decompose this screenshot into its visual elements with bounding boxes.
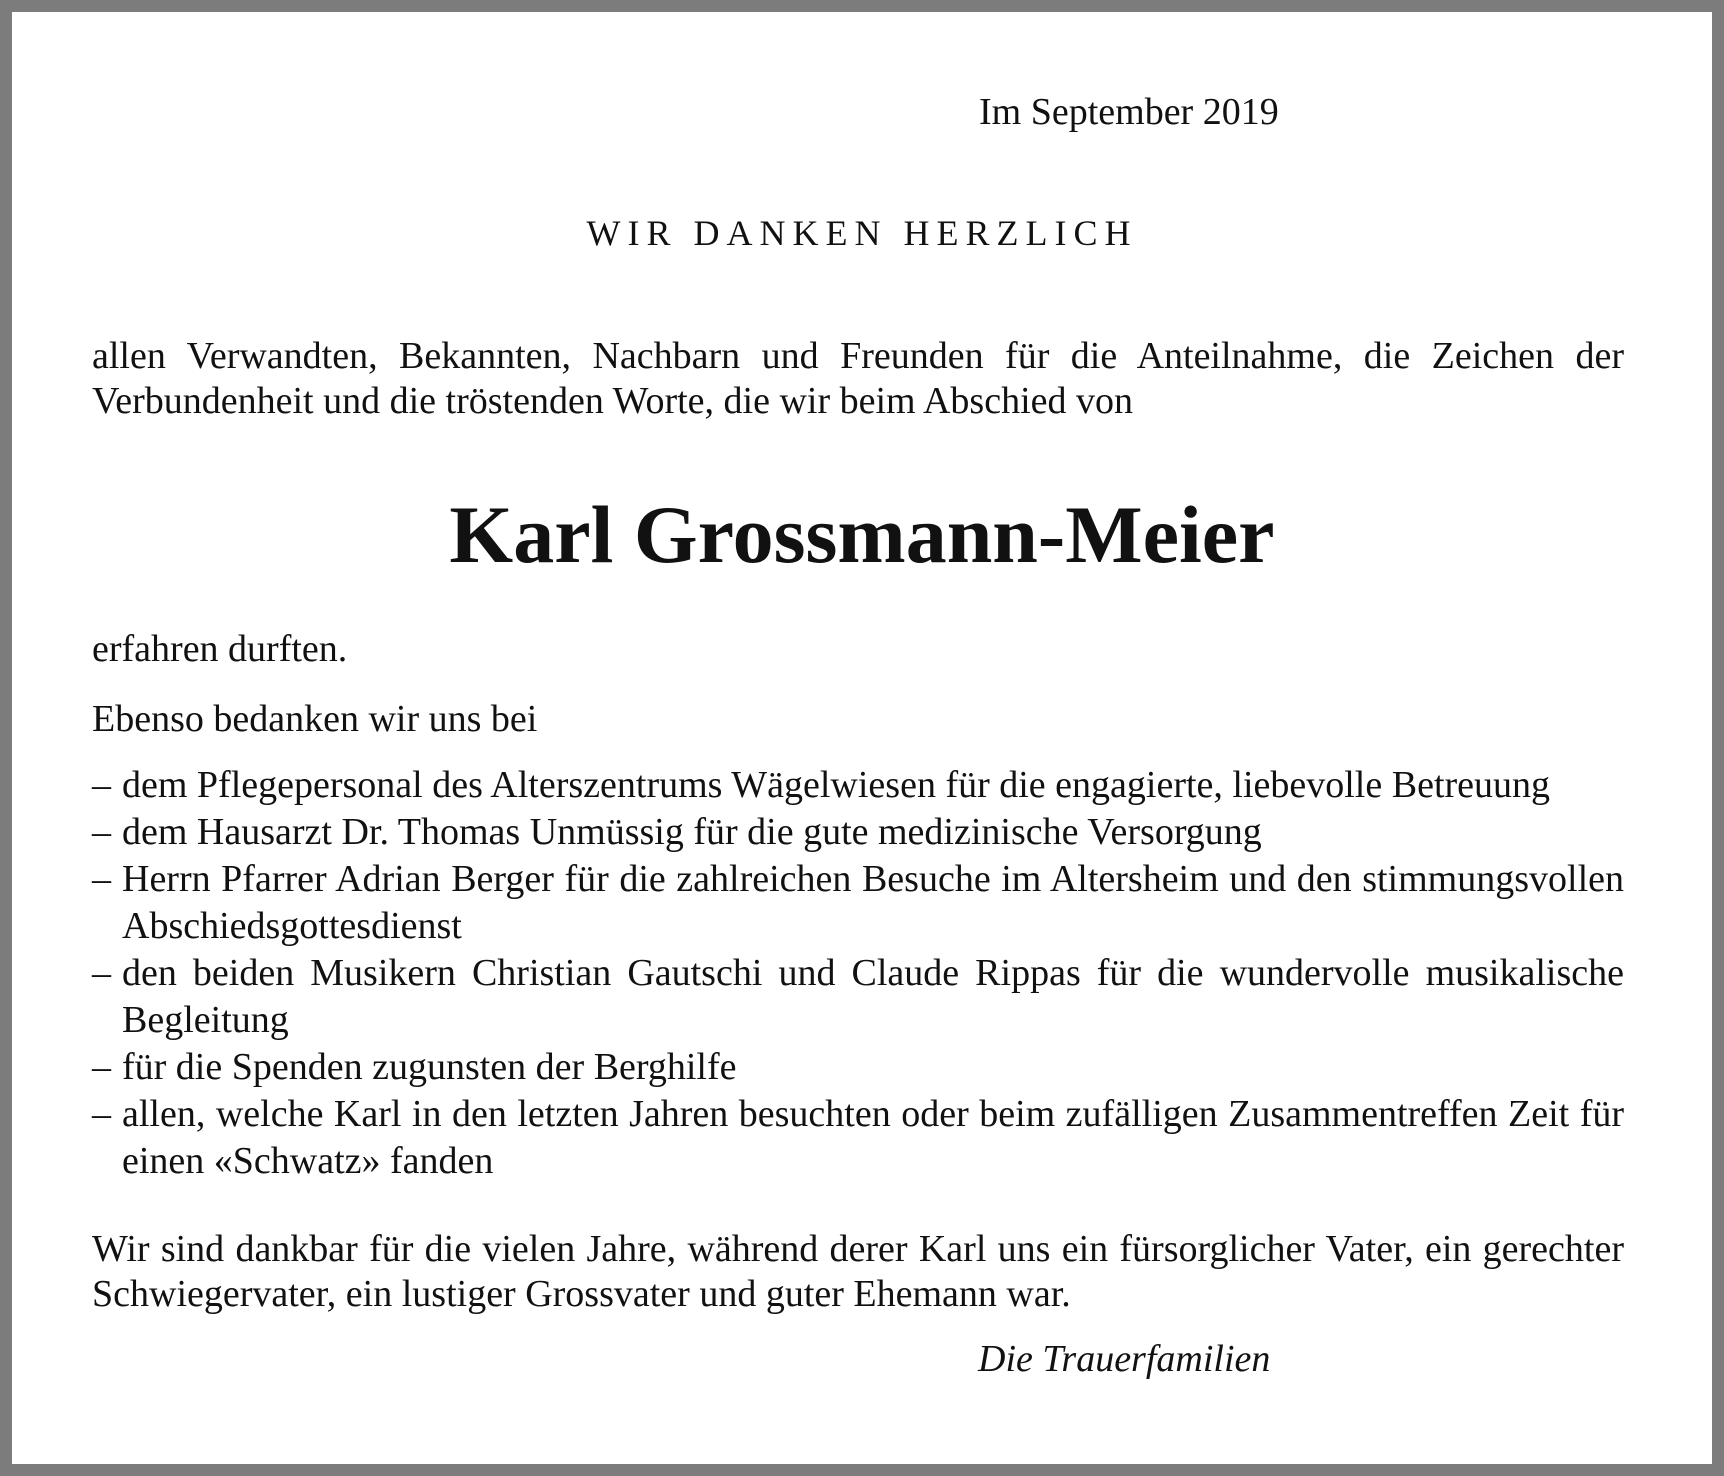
notice-date: Im September 2019 [979,91,1279,133]
list-dash: – [92,858,111,900]
list-dash: – [92,1046,111,1088]
also-thanks-line: Ebenso bedanken wir uns bei [92,698,538,740]
list-dash: – [92,952,111,994]
thanks-list [92,762,1624,1185]
list-item: – dem Hausarzt Dr. Thomas Unmüssig für die gute medizinische Versorgung [92,809,1624,856]
list-item: – für die Spenden zugunsten der Berghilfe [92,1044,1624,1091]
after-name-line: erfahren durften. [92,628,348,670]
list-dash: – [92,1093,111,1135]
notice-heading: WIR DANKEN HERZLICH [586,213,1138,253]
list-item: – dem Pflegepersonal des Alterszentrums Wägelwiesen für die engagierte, liebevolle Betreuung [92,762,1624,809]
list-item: – allen, welche Karl in den letzten Jahren besuchten oder beim zufälligen Zusammentreffen Zeit für einen «Schwatz» fanden [92,1093,1624,1182]
list-dash: – [92,811,111,853]
list-dash: – [92,764,111,806]
signature: Die Trauerfamilien [978,1338,1271,1380]
deceased-name: Karl Grossmann-Meier [449,489,1275,580]
thank-you-notice [12,12,1712,1464]
closing-paragraph: Wir sind dankbar für die vielen Jahre, während derer Karl uns ein fürsorglicher Vater, ein gerechter Schwiegervater, ein lustiger Grossvater und guter Ehemann war. [92,1228,1624,1315]
list-item: – den beiden Musikern Christian Gautschi und Claude Rippas für die wundervolle musikalische Begleitung [92,952,1624,1041]
list-item: – Herrn Pfarrer Adrian Berger für die zahlreichen Besuche im Altersheim und den stimmungsvollen Abschiedsgottesdienst [92,858,1624,947]
intro-paragraph: allen Verwandten, Bekannten, Nachbarn und Freunden für die Anteilnahme, die Zeichen der Verbundenheit und die tröstenden Worte, die wir beim Abschied von [92,335,1624,422]
